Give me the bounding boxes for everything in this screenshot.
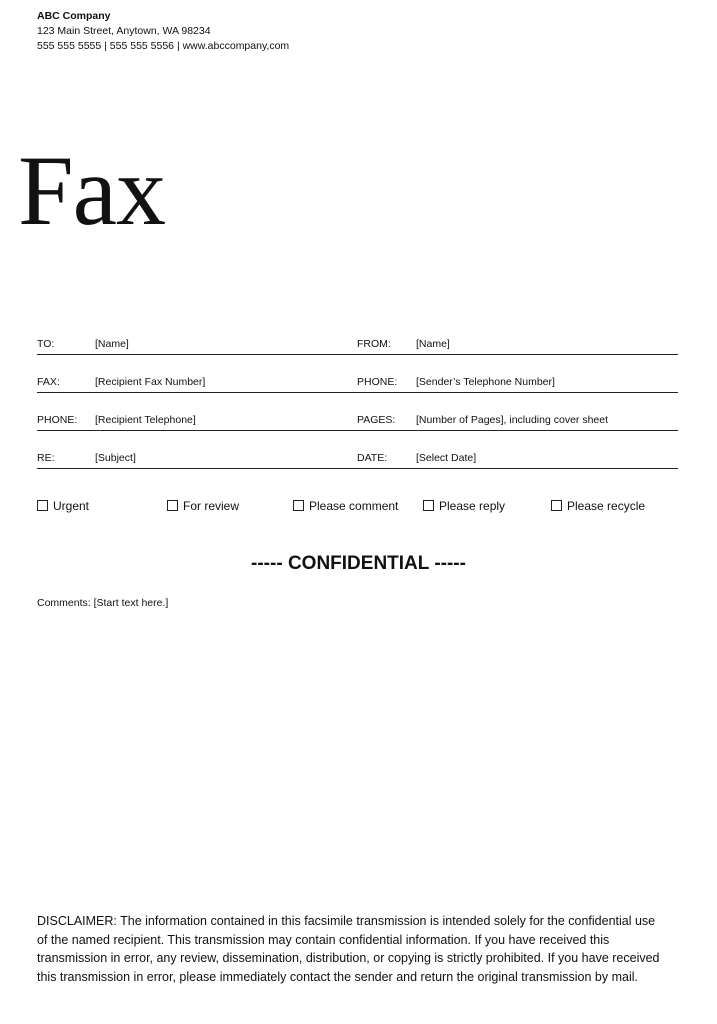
checkbox-row	[37, 499, 678, 517]
confidential-banner: ----- CONFIDENTIAL -----	[251, 553, 466, 574]
sender-phone-label: PHONE:	[357, 376, 398, 388]
fax-value[interactable]: [Recipient Fax Number]	[95, 376, 206, 388]
company-address: 123 Main Street, Anytown, WA 98234	[37, 25, 211, 37]
fax-label: FAX:	[37, 376, 60, 388]
checkbox-icon[interactable]	[293, 500, 304, 511]
to-label: TO:	[37, 338, 55, 350]
checkbox-icon[interactable]	[167, 500, 178, 511]
date-label: DATE:	[357, 452, 388, 464]
fax-fields-table	[37, 318, 678, 470]
re-value[interactable]: [Subject]	[95, 452, 136, 464]
checkbox-for-review[interactable]	[167, 499, 239, 513]
document-title: Fax	[18, 135, 165, 246]
company-contact: 555 555 5555 | 555 555 5556 | www.abccompany,com	[37, 40, 290, 52]
disclaimer-text: DISCLAIMER: The information contained in this facsimile transmission is intended solely for the confidential use of the named recipient. This transmission may contain confidential information. If you have received this transmission in error, any review, dissemination, distribution, or copying is strictly prohibited. If you have received this transmission in error, please immediately contact the sender and return the original transmission by mail.	[37, 914, 660, 984]
checkbox-please-comment[interactable]	[293, 499, 398, 513]
checkbox-please-recycle[interactable]	[551, 499, 645, 513]
recipient-phone-label: PHONE:	[37, 414, 78, 426]
checkbox-icon[interactable]	[423, 500, 434, 511]
checkbox-icon[interactable]	[37, 500, 48, 511]
pages-value[interactable]: [Number of Pages], including cover sheet	[416, 414, 609, 426]
checkbox-label: Please recycle	[567, 499, 646, 513]
date-value[interactable]: [Select Date]	[416, 452, 477, 464]
field-row-to-from	[37, 318, 678, 355]
re-label: RE:	[37, 452, 55, 464]
comments-text[interactable]: Comments: [Start text here.]	[37, 597, 169, 609]
checkbox-please-reply[interactable]	[423, 499, 505, 513]
checkbox-urgent[interactable]	[37, 499, 89, 513]
company-name: ABC Company	[37, 10, 111, 22]
field-row-re-date	[37, 432, 678, 469]
checkbox-label: Please reply	[439, 499, 506, 513]
pages-label: PAGES:	[357, 414, 396, 426]
field-row-fax-phone	[37, 356, 678, 393]
checkbox-icon[interactable]	[551, 500, 562, 511]
field-row-phone-pages	[37, 394, 678, 431]
checkbox-label: Urgent	[53, 499, 90, 513]
from-label: FROM:	[357, 338, 391, 350]
sender-phone-value[interactable]: [Sender’s Telephone Number]	[416, 376, 555, 388]
to-value[interactable]: [Name]	[95, 338, 129, 350]
checkbox-label: For review	[183, 499, 240, 513]
recipient-phone-value[interactable]: [Recipient Telephone]	[95, 414, 196, 426]
from-value[interactable]: [Name]	[416, 338, 450, 350]
company-header	[37, 9, 289, 54]
checkbox-label: Please comment	[309, 499, 399, 513]
